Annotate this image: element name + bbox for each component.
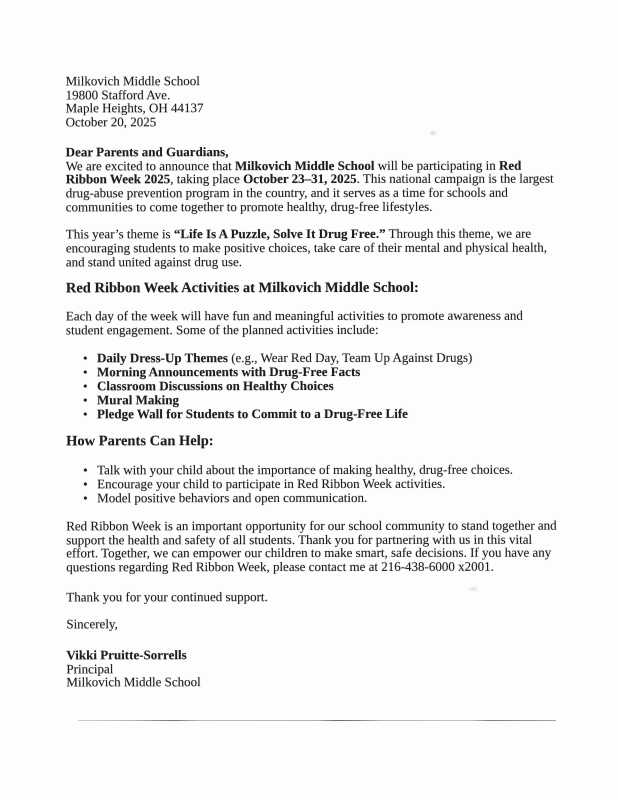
thank-you-line: Thank you for your continued support. bbox=[66, 588, 268, 604]
activities-list bbox=[66, 351, 558, 422]
letter-date: October 20, 2025 bbox=[65, 114, 157, 130]
salutation: Dear Parents and Guardians, bbox=[65, 143, 229, 160]
signature-org: Milkovich Middle School bbox=[66, 674, 201, 690]
greeting-block bbox=[66, 144, 558, 213]
list-item: • Model positive behaviors and open communication. bbox=[66, 491, 558, 506]
intro-paragraph: We are excited to announce that Milkovich Middle School will be participating in Red Ribbon Week 2025, taking place October 23–31, 2025. This national campaign is the largest drug-abuse prevention program in the country, and it serves as a time for schools and communities to come together to promote healthy, drug-free lifestyles. bbox=[65, 157, 554, 214]
list-item: • Daily Dress-Up Themes (e.g., Wear Red Day, Team Up Against Drugs) bbox=[66, 351, 558, 366]
sender-school-name: Milkovich Middle School bbox=[65, 73, 200, 89]
list-item: • Talk with your child about the importance of making healthy, drug-free choices. bbox=[66, 463, 558, 478]
theme-paragraph: This year’s theme is “Life Is A Puzzle, Solve It Drug Free.” Through this theme, we are encouraging students to make positive choices, take care of their mental and physical health, and stand united against drug use. bbox=[65, 226, 548, 270]
list-item: • Classroom Discussions on Healthy Choices bbox=[66, 379, 558, 394]
activities-heading: Red Ribbon Week Activities at Milkovich Middle School: bbox=[65, 280, 419, 297]
sender-city-state-zip: Maple Heights, OH 44137 bbox=[65, 100, 204, 116]
signature-name: Vikki Pruitte-Sorrells bbox=[66, 647, 187, 663]
signature-title: Principal bbox=[66, 661, 114, 677]
list-item: • Encourage your child to participate in Red Ribbon Week activities. bbox=[66, 477, 558, 492]
parents-help-heading: How Parents Can Help: bbox=[66, 432, 214, 450]
scan-divider-line bbox=[78, 720, 556, 721]
list-item: • Mural Making bbox=[66, 393, 558, 408]
signature-block bbox=[66, 648, 558, 690]
parent-tips-list bbox=[66, 463, 558, 506]
letter-content bbox=[66, 74, 559, 690]
activities-intro-paragraph: Each day of the week will have fun and meaningful activities to promote awareness and student engagement. Some of the planned activities include: bbox=[65, 308, 523, 338]
sender-address-block bbox=[66, 74, 558, 129]
closing-paragraph: Red Ribbon Week is an important opportunity for our school community to stand together and support the health and safety of all students. Thank you for partnering with us in this vital effort. Together, we can empower our children to make smart, safe decisions. If you have any questions regarding Red Ribbon Week, please contact me at 216-438-6000 x2001. bbox=[66, 517, 557, 575]
sender-street: 19800 Stafford Ave. bbox=[65, 86, 171, 103]
scan-smudge bbox=[468, 586, 479, 592]
list-item: • Pledge Wall for Students to Commit to a Drug-Free Life bbox=[66, 407, 558, 422]
signoff-line: Sincerely, bbox=[66, 616, 118, 632]
list-item: • Morning Announcements with Drug-Free Facts bbox=[66, 365, 558, 380]
scan-smudge bbox=[429, 130, 437, 136]
